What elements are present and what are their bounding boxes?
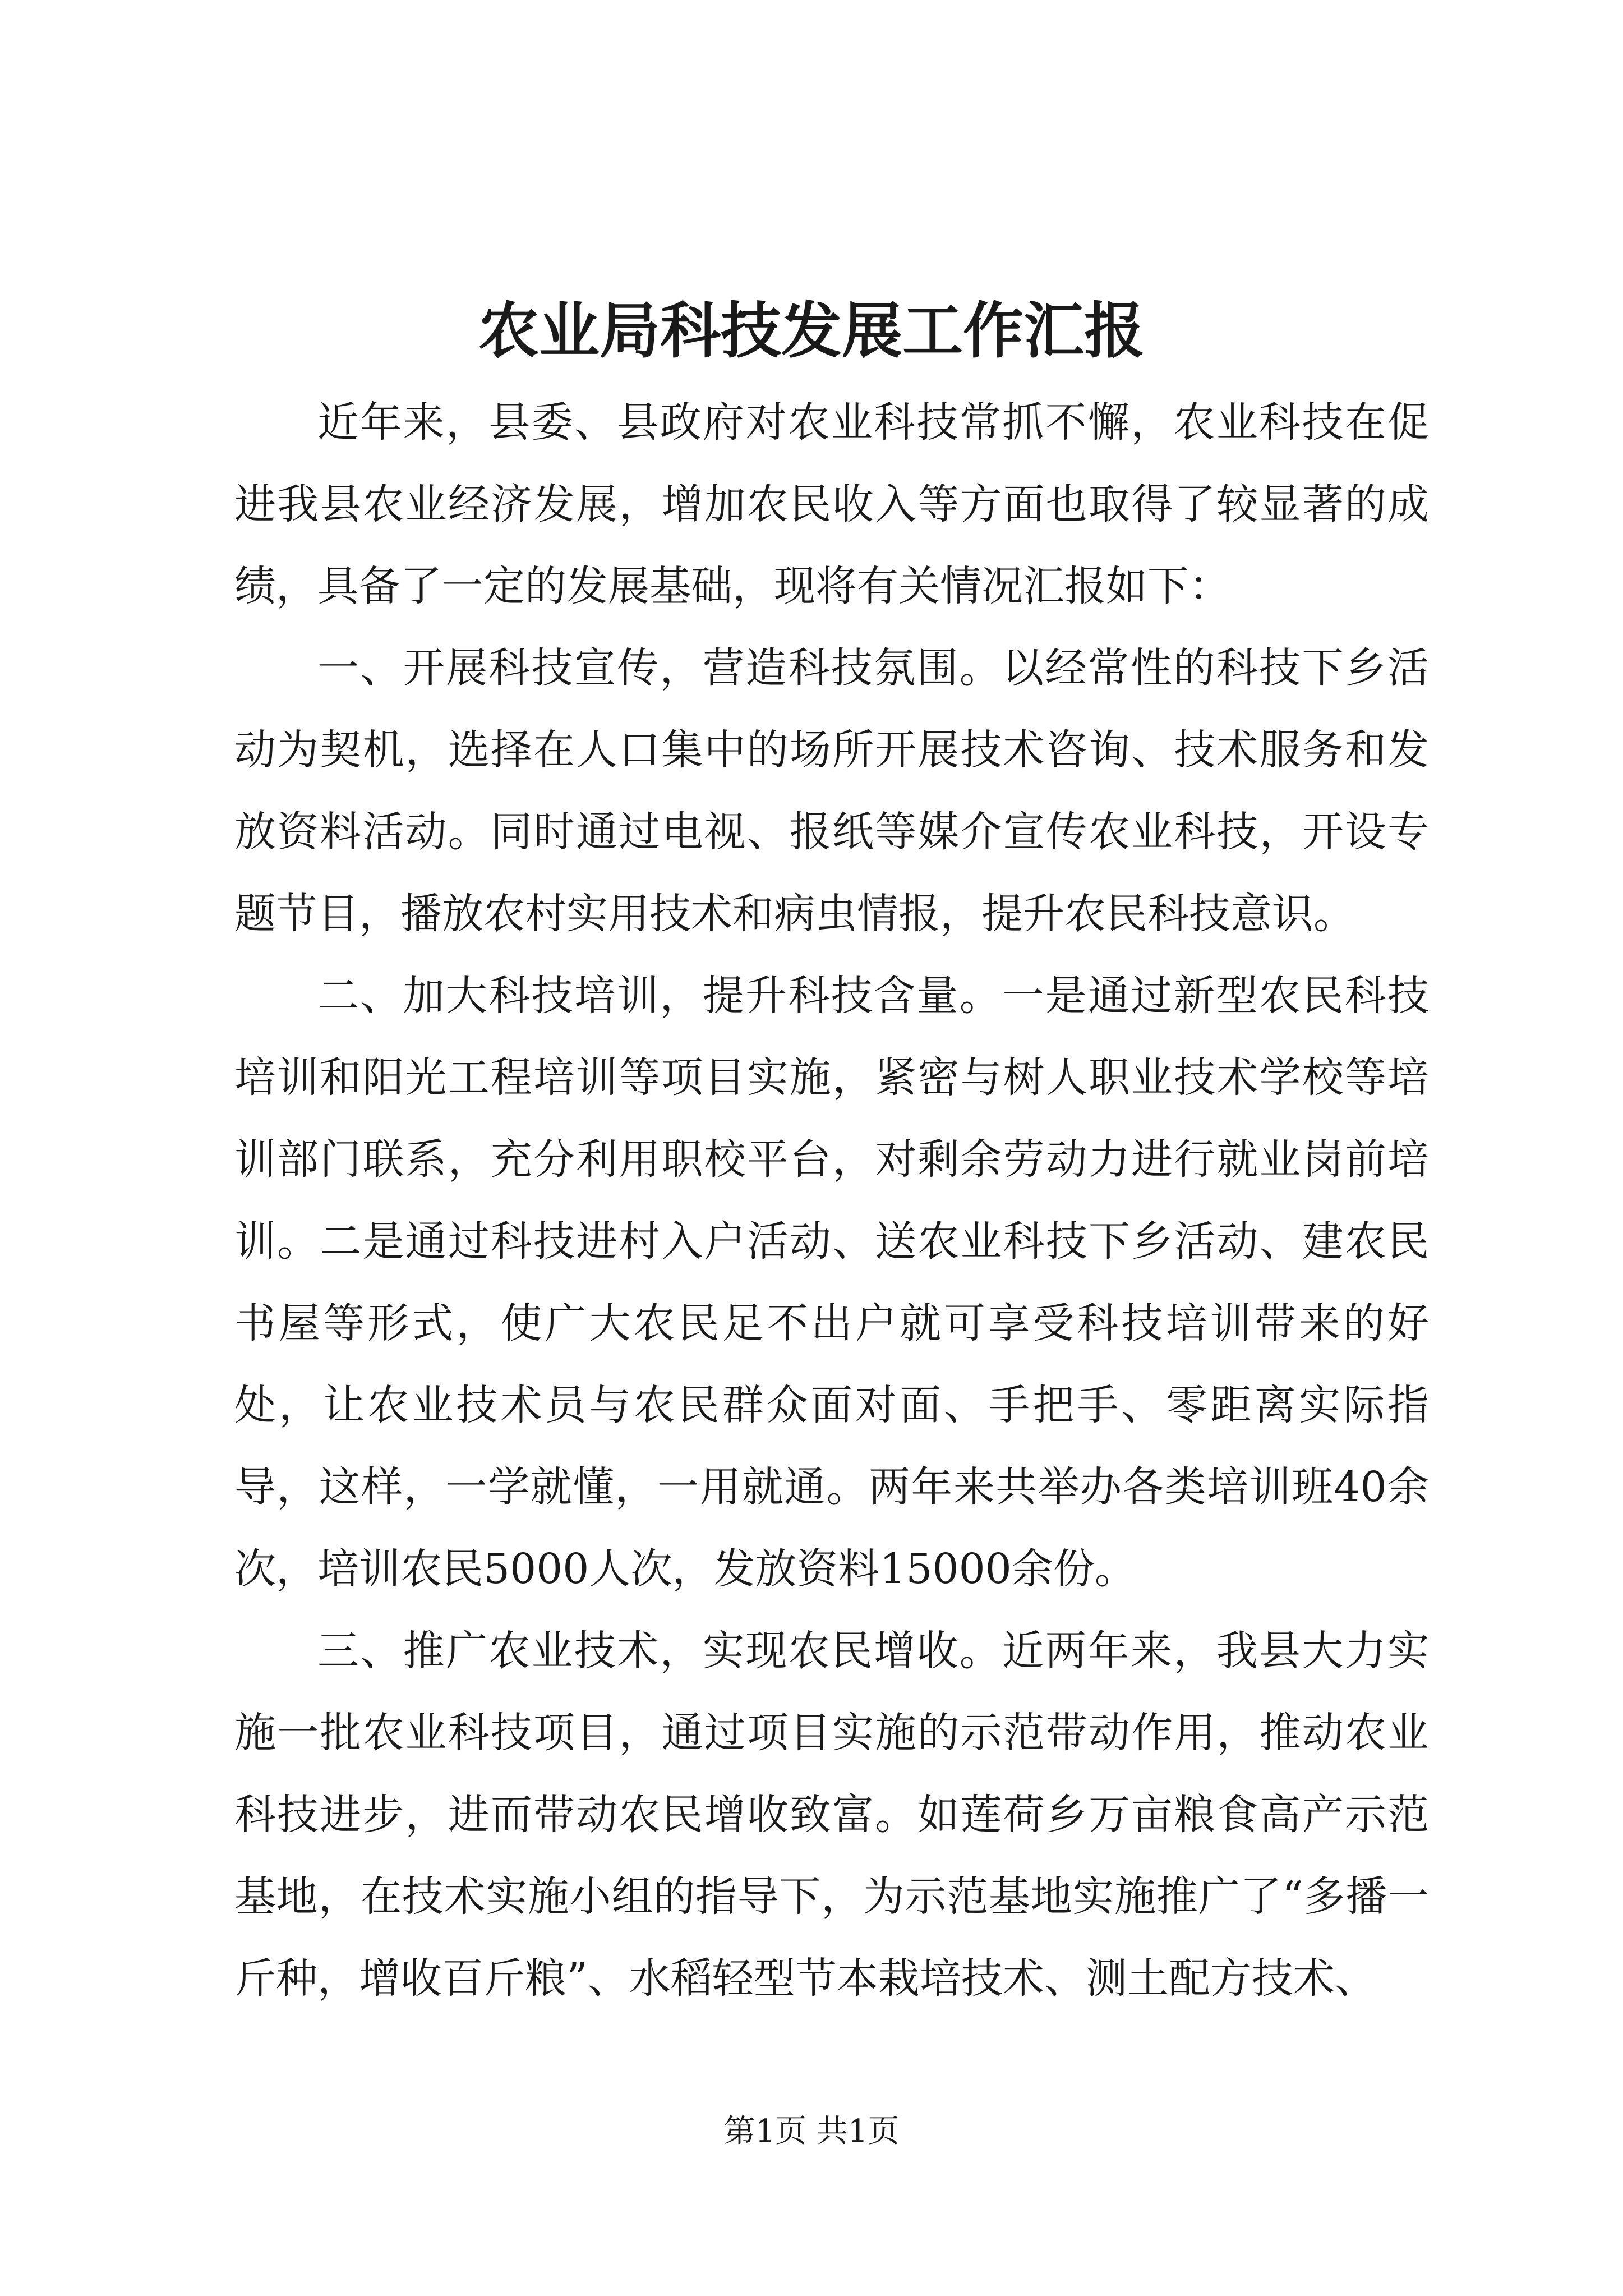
paragraph-intro: 近年来，县委、县政府对农业科技常抓不懈，农业科技在促进我县农业经济发展，增加农民收入等方面也取得了较显著的成绩，具备了一定的发展基础，现将有关情况汇报如下： bbox=[234, 398, 1429, 610]
document-body bbox=[234, 381, 1429, 2019]
paragraph-section-3: 三、推广农业技术，实现农民增收。近两年来，我县大力实施一批农业科技项目，通过项目实施的示范带动作用，推动农业科技进步，进而带动农民增收致富。如莲荷乡万亩粮食高产示范基地，在技术实施小组的指导下，为示范基地实施推广了“多播一斤种，增收百斤粮”、水稻轻型节本栽培技术、测土配方技术、 bbox=[234, 1627, 1429, 2003]
paragraph-section-1: 一、开展科技宣传，营造科技氛围。以经常性的科技下乡活动为契机，选择在人口集中的场所开展技术咨询、技术服务和发放资料活动。同时通过电视、报纸等媒介宣传农业科技，开设专题节目，播放农村实用技术和病虫情报，提升农民科技意识。 bbox=[234, 644, 1429, 938]
document-title: 农业局科技发展工作汇报 bbox=[478, 296, 1145, 366]
page-footer: 第1页 共1页 bbox=[723, 2113, 900, 2150]
paragraph-section-2: 二、加大科技培训，提升科技含量。一是通过新型农民科技培训和阳光工程培训等项目实施，紧密与树人职业技术学校等培训部门联系，充分利用职校平台，对剩余劳动力进行就业岗前培训。二是通过科技进村入户活动、送农业科技下乡活动、建农民书屋等形式，使广大农民足不出户就可享受科技培训带来的好处，让农业技术员与农民群众面对面、手把手、零距离实际指导，这样，一学就懂，一用就通。两年来共举办各类培训班40余次，培训农民5000人次，发放资料15000余份。 bbox=[234, 972, 1429, 1593]
